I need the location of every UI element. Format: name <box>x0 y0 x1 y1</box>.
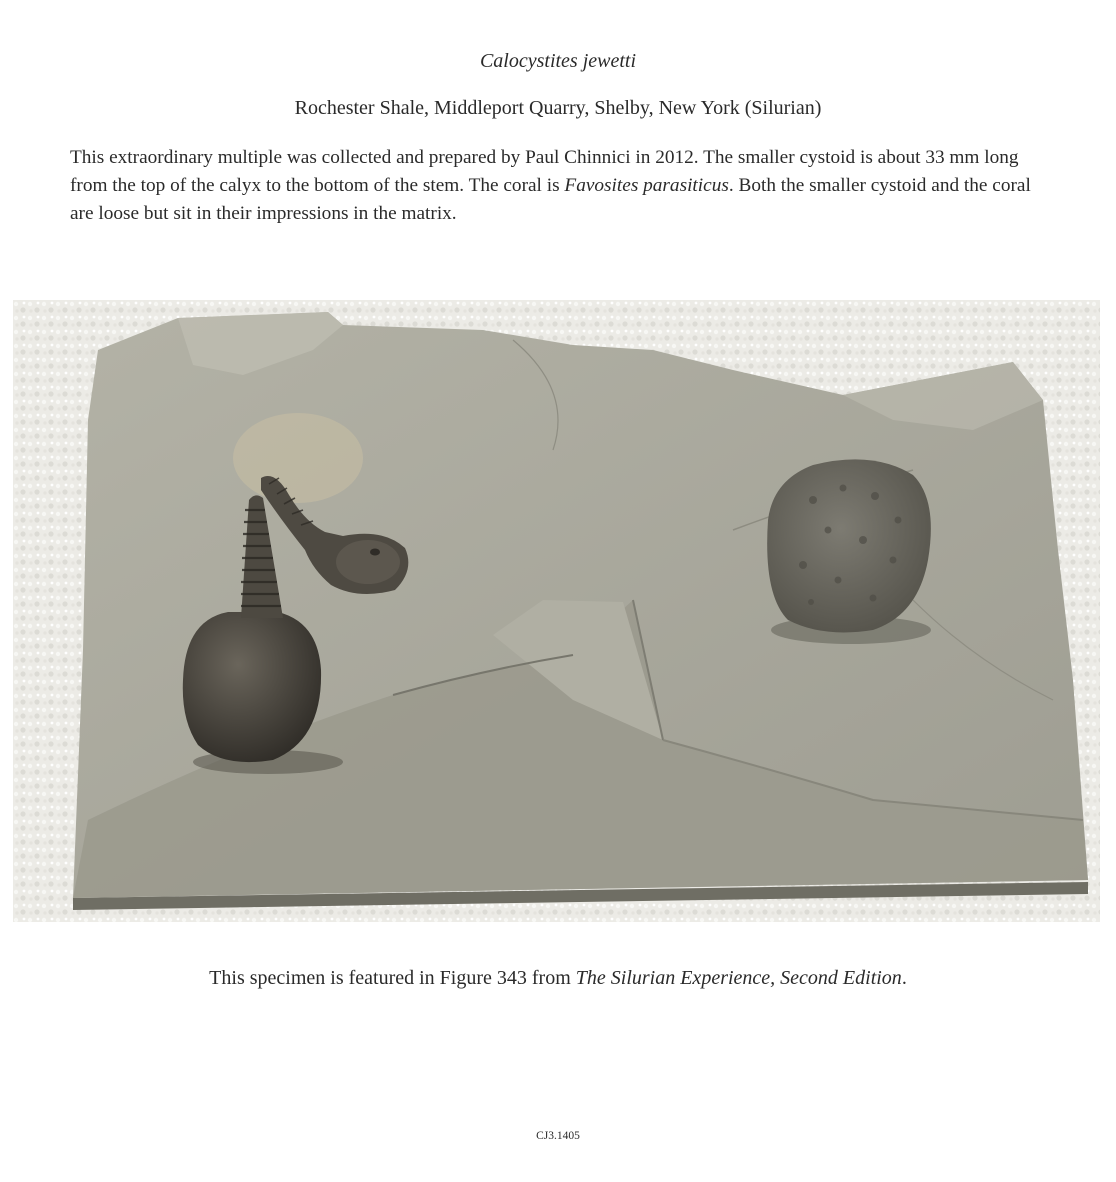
book-title: The Silurian Experience, Second Edition <box>575 967 902 989</box>
specimen-photo <box>13 300 1100 922</box>
small-cystoid-pore <box>370 549 380 556</box>
specimen-locality: Rochester Shale, Middleport Quarry, Shelby, New York (Silurian) <box>294 97 822 119</box>
rusty-stain <box>233 413 363 503</box>
description-part-1: This extraordinary multiple was collected and prepared by Paul Chinnici in 2012. The smaller cystoid is about 33 mm long from the top of the calyx to the bottom of the stem. The coral is <box>70 147 1019 196</box>
catalog-number: CJ3.1405 <box>536 1130 580 1142</box>
description-part-2: . Both the smaller cystoid and the coral are loose but sit in their impressions in the matrix. <box>70 175 1031 224</box>
caption-prefix: This specimen is featured in Figure 343 from <box>209 967 576 989</box>
specimen-description <box>70 144 1055 228</box>
caption-suffix: . <box>901 967 907 989</box>
specimen-title: Calocystites jewetti <box>479 50 637 72</box>
coral-species-name: Favosites parasiticus <box>564 175 729 196</box>
figure-caption <box>0 967 1116 990</box>
